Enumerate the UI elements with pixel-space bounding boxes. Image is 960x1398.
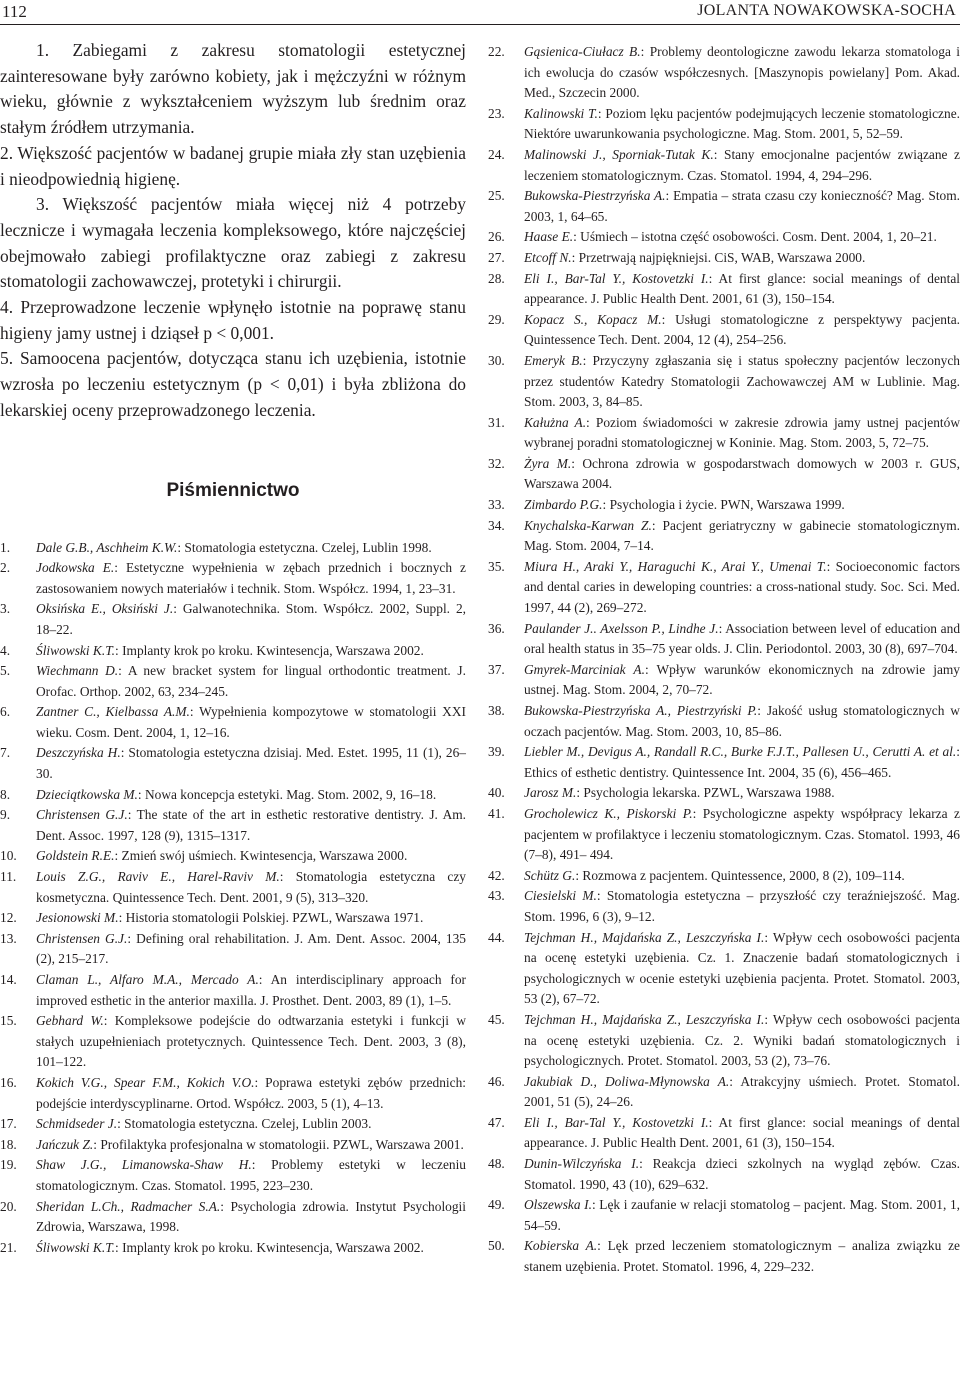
reference-text: : The state of the art in esthetic restorative dentistry. J. Am. Dent. Assoc. 1997, 128 (9), 1315–1317.: [36, 807, 467, 843]
reference-authors: Jakubiak D., Doliwa-Młynowska A.: [524, 1073, 730, 1089]
reference-authors: Etcoff N.: [524, 249, 572, 265]
reference-authors: Dunin-Wilczyńska I.: [524, 1156, 640, 1172]
reference-text: : Historia stomatologii Polskiej. PZWL, Warszawa 1971.: [118, 910, 424, 926]
reference-item: [0, 1197, 466, 1238]
reference-text: : Pacjent geriatryczny w gabinecie stomatologicznym. Mag. Stom. 2004, 7–14.: [524, 517, 960, 554]
reference-item: [488, 145, 960, 186]
reference-number: 30.: [488, 352, 505, 368]
reference-number: 39.: [488, 744, 505, 760]
reference-authors: Jarosz M.: [524, 785, 577, 801]
reference-text: : Rozmowa z pacjentem. Quintessence, 2000, 8 (2), 109–114.: [575, 867, 905, 883]
reference-item: [488, 742, 960, 783]
reference-item: [0, 1073, 466, 1114]
reference-item: [488, 886, 960, 927]
reference-number: 25.: [488, 188, 505, 204]
reference-text: : A new bracket system for lingual orthodontic treatment. J. Orofac. Orthop. 2002, 63, 234–245.: [36, 663, 466, 699]
reference-text: : Jakość usług stomatologicznych w oczach pacjentów. Mag. Stom. 2003, 10, 85–86.: [524, 703, 960, 739]
reference-number: 4.: [0, 642, 11, 658]
conclusions: [0, 38, 466, 424]
reference-text: : Stomatologia estetyczna. Czelej, Lublin 1998.: [177, 539, 432, 555]
reference-text: : Reakcja dzieci szkolnych na wygląd zębów. Czas. Stomatol. 1990, 43 (10), 629–632.: [524, 1156, 960, 1192]
reference-number: 50.: [488, 1238, 505, 1254]
references-list-left: [0, 538, 466, 1259]
reference-authors: Schütz G.: [524, 867, 576, 883]
reference-text: : Wypełnienia kompozytowe w stomatologii XXI wieku. Cosm. Dent. 2004, 1, 12–16.: [36, 704, 466, 740]
reference-number: 16.: [0, 1074, 17, 1090]
reference-authors: Dale G.B., Aschheim K.W.: [36, 539, 178, 555]
reference-item: [488, 866, 960, 887]
reference-authors: Emeryk B.: [524, 352, 583, 368]
reference-item: [0, 1238, 466, 1259]
reference-number: 2.: [0, 560, 11, 576]
reference-authors: Christensen G.J.: [36, 930, 128, 946]
conclusion-5: 5. Samoocena pacjentów, dotycząca stanu ich uzębienia, istotnie wzrosła po leczeniu estetycznym (p < 0,01) i była zbliżona do lekarskiej oceny przeprowadzonego leczenia.: [0, 348, 466, 420]
reference-number: 45.: [488, 1011, 505, 1027]
reference-number: 40.: [488, 785, 505, 801]
reference-text: : Wpływ cech osobowości pacjenta na ocenę estetyki uzębienia. Cz. 1. Znaczenie badań stomatologicznych i psychologicznych w ocenie estetyki uzębienia pacjenta. Protet. Stomatol. 2003, 53 (2), 67–72.: [524, 929, 960, 1007]
reference-text: : Kompleksowe podejście do odtwarzania estetyki i funkcji w stałych uzupełnieniach protetycznych. Quintessence Tech. Dent. 2003, 3 (8), 101–122.: [36, 1013, 466, 1070]
reference-item: [488, 454, 960, 495]
reference-number: 38.: [488, 703, 505, 718]
reference-item: [488, 1010, 960, 1072]
reference-item: [488, 413, 960, 454]
reference-text: : Problemy deontologiczne zawodu lekarza stomatologa i ich ewolucja do czasów współczesnych. [Maszynopis powielany] Pom. Akad. Med., Szczecin 2000.: [524, 44, 960, 101]
reference-text: : Ochrona zdrowia w gospodarstwach domowych w 2003 r. GUS, Warszawa 2004.: [524, 455, 960, 492]
reference-number: 48.: [488, 1156, 505, 1172]
reference-item: [0, 1135, 466, 1156]
reference-number: 5.: [0, 663, 11, 679]
reference-authors: Liebler M., Devigus A., Randall R.C., Burke F.J.T., Pallesen U., Cerutti A. et al.: [524, 744, 957, 760]
reference-item: [488, 186, 960, 227]
reference-authors: Grocholewicz K., Piskorski P.: [524, 805, 693, 821]
reference-authors: Louis Z.G., Raviv E., Harel-Raviv M.: [36, 869, 280, 885]
reference-authors: Żyra M.: [524, 455, 572, 471]
reference-text: : Implanty krok po kroku. Kwintesencja, Warszawa 2002.: [115, 642, 424, 658]
reference-number: 36.: [488, 620, 505, 636]
page-number: 112: [2, 2, 27, 21]
reference-authors: Paulander J.. Axelsson P., Lindhe J.: [524, 620, 719, 636]
conclusion-1: 1. Zabiegami z zakresu stomatologii estetycznej zainteresowane były zarówno kobiety, jak i mężczyźni w różnym wieku, głównie z wykształceniem wyższym lub średnim oraz stałym źródłem utrzymania.: [0, 40, 466, 138]
reference-text: : Ethics of esthetic dentistry. Quintessence Int. 2004, 35 (6), 456–465.: [524, 744, 960, 780]
right-column: [488, 42, 960, 1278]
reference-text: : Poziom lęku pacjentów podejmujących leczenie stomatologiczne. Niektóre uwarunkowania psychologiczne. Mag. Stom. 2001, 5, 52–59.: [524, 105, 960, 142]
reference-text: : Stomatologia estetyczna – przyszłość czy teraźniejszość. Mag. Stom. 1996, 6 (3), 9–12.: [524, 888, 960, 924]
reference-text: : Lęk i zaufanie w relacji stomatolog – pacjent. Mag. Stom. 2001, 1, 54–59.: [524, 1197, 960, 1233]
reference-text: : Socioeconomic factors and dental caries in deweloping countries: a cross-national study. Soc. Sci. Med. 1997, 44 (2), 269–272.: [524, 558, 960, 616]
reference-item: [488, 269, 960, 310]
left-column: [0, 38, 466, 1258]
reference-authors: Tejchman H., Majdańska Z., Leszczyńska I.: [524, 929, 765, 945]
reference-number: 17.: [0, 1116, 17, 1132]
conclusion-3: 3. Większość pacjentów miała więcej niż 4 potrzeby lecznicze i wymagała leczenia kompleksowego, które najczęściej obejmowało zabiegi profilaktyczne oraz zabiegi z zakresu stomatologii zachowawczej, protetyki i chirurgii.: [0, 194, 466, 292]
reference-item: [488, 42, 960, 104]
reference-item: [488, 783, 960, 804]
reference-item: [488, 495, 960, 516]
reference-authors: Olszewska I.: [524, 1197, 592, 1213]
reference-text: : Stany emocjonalne pacjentów związane z leczeniem stomatologicznym. Czas. Stomatol. 1994, 4, 294–296.: [524, 146, 960, 183]
reference-number: 43.: [488, 888, 505, 904]
reference-item: [488, 1154, 960, 1195]
reference-text: : At first glance: social meanings of dental appearance. J. Public Health Dent. 2001, 61 (3), 150–154.: [524, 1114, 960, 1151]
conclusion-2: 2. Większość pacjentów w badanej grupie miała zły stan uzębienia i nieodpowiednią higienę.: [0, 142, 466, 189]
reference-item: [0, 641, 466, 662]
reference-text: : Psychologia lekarska. PZWL, Warszawa 1988.: [576, 785, 835, 801]
running-head: JOLANTA NOWAKOWSKA-SOCHA: [697, 2, 956, 19]
reference-number: 13.: [0, 930, 17, 946]
reference-authors: Kopacz S., Kopacz M.: [524, 311, 662, 327]
reference-item: [0, 743, 466, 784]
reference-text: : Galwanotechnika. Stom. Współcz. 2002, Suppl. 2, 18–22.: [36, 601, 467, 637]
header-rule: [0, 24, 960, 25]
reference-authors: Zantner C., Kielbassa A.M.: [36, 704, 190, 720]
reference-item: [488, 1113, 960, 1154]
reference-number: 42.: [488, 867, 505, 883]
reference-text: : Empatia – strata czasu czy konieczność? Mag. Stom. 2003, 1, 64–65.: [524, 188, 960, 224]
reference-authors: Claman L., Alfaro M.A., Mercado A.: [36, 972, 259, 988]
reference-item: [488, 1236, 960, 1277]
reference-text: : Psychologiczne aspekty współpracy lekarza z pacjentem w profilaktyce i leczeniu stomatologicznym. Czas. Stomatol. 1993, 46 (7–8), 491– 494.: [524, 805, 960, 863]
reference-item: [0, 538, 466, 559]
reference-authors: Gmyrek-Marciniak A.: [524, 661, 645, 677]
reference-authors: Goldstein R.E.: [36, 848, 115, 864]
reference-item: [488, 516, 960, 557]
reference-item: [0, 1114, 466, 1135]
reference-number: 34.: [488, 517, 505, 533]
reference-text: : Wpływ cech osobowości pacjenta na ocenę estetyki uzębienia. Cz. 2. Wyniki badań stomatologicznych i psychologicznych. Protet. Stomatol. 2003, 53 (2), 73–76.: [524, 1011, 960, 1069]
reference-number: 27.: [488, 249, 505, 265]
reference-number: 23.: [488, 105, 505, 121]
reference-text: : Psychologia zdrowia. Instytut Psychologii Zdrowia, Warszawa, 1998.: [36, 1198, 466, 1235]
reference-text: : An interdisciplinary approach for improved esthetic in the anterior maxilla. J. Prosthet. Dent. 2003, 89 (1), 1–5.: [36, 972, 466, 1008]
reference-item: [488, 310, 960, 351]
reference-item: [488, 104, 960, 145]
reference-authors: Zimbardo P.G.: [524, 497, 603, 513]
reference-authors: Kałużna A.: [524, 414, 587, 430]
reference-authors: Deszczyńska H.: [36, 745, 121, 761]
reference-item: [488, 619, 960, 660]
reference-number: 28.: [488, 270, 505, 286]
reference-text: : Lęk przed leczeniem stomatologicznym – analiza związku ze stanem uzębienia. Protet. Stomatol. 1996, 4, 229–232.: [524, 1238, 960, 1275]
reference-number: 33.: [488, 497, 505, 513]
reference-item: [488, 227, 960, 248]
reference-text: : Implanty krok po kroku. Kwintesencja, Warszawa 2002.: [115, 1239, 424, 1255]
reference-text: : Profilaktyka profesjonalna w stomatologii. PZWL, Warszawa 2001.: [93, 1136, 464, 1152]
reference-number: 19.: [0, 1157, 17, 1173]
reference-item: [488, 701, 960, 742]
reference-authors: Schmidseder J.: [36, 1116, 118, 1132]
reference-item: [488, 804, 960, 866]
reference-number: 12.: [0, 910, 17, 926]
reference-text: : Przyczyny zgłaszania się i status społeczny pacjentów leczonych przez studentów Katedry Stomatologii Zachowawczej AM w Lublinie. Mag. Stom. 2003, 3, 84–85.: [524, 352, 960, 410]
reference-number: 46.: [488, 1073, 505, 1089]
reference-text: : Stomatologia estetyczna. Czelej, Lublin 2003.: [117, 1116, 372, 1132]
reference-item: [0, 929, 466, 970]
reference-authors: Bukowska-Piestrzyńska A.: [524, 188, 666, 204]
reference-number: 41.: [488, 805, 505, 821]
reference-item: [488, 660, 960, 701]
reference-text: : Atrakcyjny uśmiech. Protet. Stomatol. 2001, 51 (5), 24–26.: [524, 1073, 960, 1110]
reference-authors: Knychalska-Karwan Z.: [524, 517, 652, 533]
reference-number: 26.: [488, 229, 505, 245]
reference-item: [0, 1011, 466, 1073]
reference-text: : Usługi stomatologiczne z perspektywy pacjenta. Quintessence Tech. Dent. 2004, 12 (4), 254–256.: [524, 311, 960, 348]
conclusion-4: 4. Przeprowadzone leczenie wpłynęło istotnie na poprawę stanu higieny jamy ustnej i dziąseł p < 0,001.: [0, 297, 466, 343]
reference-authors: Shaw J.G., Limanowska-Shaw H.: [36, 1157, 252, 1173]
reference-number: 14.: [0, 972, 17, 988]
reference-authors: Eli I., Bar-Tal Y., Kostovetzki I.: [524, 270, 709, 286]
reference-authors: Bukowska-Piestrzyńska A., Piestrzyński P.: [524, 703, 758, 718]
reference-number: 31.: [488, 414, 505, 430]
reference-number: 9.: [0, 807, 11, 823]
reference-authors: Malinowski J., Sporniak-Tutak K.: [524, 146, 714, 162]
reference-item: [488, 557, 960, 619]
reference-number: 10.: [0, 848, 17, 864]
reference-number: 47.: [488, 1114, 505, 1130]
reference-authors: Kobierska A.: [524, 1238, 598, 1254]
reference-item: [0, 805, 466, 846]
reference-authors: Christensen G.J.: [36, 807, 128, 823]
reference-item: [0, 1155, 466, 1196]
reference-number: 20.: [0, 1198, 17, 1214]
reference-authors: Haase E.: [524, 229, 574, 245]
references-heading: Piśmiennictwo: [166, 479, 300, 501]
reference-authors: Gebhard W.: [36, 1013, 104, 1029]
reference-item: [0, 908, 466, 929]
reference-text: : Psychologia i życie. PWN, Warszawa 1999.: [602, 497, 845, 513]
reference-text: : Stomatologia estetyczna czy kosmetyczna. Quintessence Tech. Dent. 2001, 9 (5), 313–320.: [36, 869, 466, 905]
reference-authors: Wiechmann D.: [36, 663, 119, 679]
reference-text: : Uśmiech – istotna część osobowości. Cosm. Dent. 2004, 1, 20–21.: [573, 229, 937, 245]
reference-authors: Gąsienica-Ciułacz B.: [524, 44, 641, 59]
reference-number: 3.: [0, 601, 11, 617]
reference-number: 37.: [488, 661, 505, 677]
reference-number: 11.: [0, 869, 17, 885]
reference-item: [488, 351, 960, 413]
reference-text: : Wpływ warunków ekonomicznych na zdrowie jamy ustnej. Mag. Stom. 2004, 2, 70–72.: [524, 661, 960, 698]
references-list-right: [488, 42, 960, 1278]
reference-number: 35.: [488, 558, 505, 574]
reference-number: 32.: [488, 455, 505, 471]
reference-item: [0, 661, 466, 702]
reference-authors: Śliwowski K.T.: [36, 642, 115, 658]
reference-authors: Ciesielski M.: [524, 888, 597, 904]
reference-text: : Estetyczne wypełnienia w zębach przednich i bocznych z zastosowaniem nowych materiałów i technik. Stom. Współcz. 1994, 1, 23–31.: [36, 560, 466, 596]
reference-number: 8.: [0, 786, 11, 802]
reference-text: : Defining oral rehabilitation. J. Am. Dent. Assoc. 2004, 135 (2), 215–217.: [36, 930, 466, 967]
reference-item: [488, 1072, 960, 1113]
reference-text: : Zmień swój uśmiech. Kwintesencja, Warszawa 2000.: [114, 848, 408, 864]
reference-text: : At first glance: social meanings of dental appearance. J. Public Health Dent. 2001, 61 (3), 150–154.: [524, 270, 960, 307]
reference-authors: Sheridan L.Ch., Radmacher S.A.: [36, 1198, 221, 1214]
reference-authors: Jesionowski M.: [36, 910, 119, 926]
reference-item: [488, 1195, 960, 1236]
reference-item: [0, 970, 466, 1011]
reference-text: : Poziom świadomości w zakresie zdrowia jamy ustnej pacjentów wybranej poradni stomatologicznej w Koninie. Mag. Stom. 2003, 5, 72–75.: [524, 414, 960, 451]
reference-item: [0, 867, 466, 908]
reference-text: : Stomatologia estetyczna dzisiaj. Med. Estet. 1995, 11 (1), 26–30.: [36, 745, 466, 782]
reference-authors: Eli I., Bar-Tal Y., Kostovetzki I.: [524, 1114, 709, 1130]
reference-authors: Miura H., Araki Y., Haraguchi K., Arai Y., Umenai T.: [524, 558, 827, 574]
reference-authors: Tejchman H., Majdańska Z., Leszczyńska I.: [524, 1011, 765, 1027]
reference-item: [488, 928, 960, 1010]
reference-number: 15.: [0, 1013, 17, 1029]
reference-text: : Poprawa estetyki zębów przednich: podejście interdyscyplinarne. Ortod. Współcz. 2003, 5 (1), 4–13.: [36, 1074, 466, 1111]
reference-number: 44.: [488, 929, 505, 945]
page-header: [0, 0, 960, 30]
reference-text: : Association between level of education and oral health status in 35–75 year olds. J. Clin. Periodontol. 2003, 30 (8), 697–704.: [524, 620, 960, 657]
reference-item: [0, 702, 466, 743]
reference-number: 24.: [488, 146, 505, 162]
reference-authors: Kalinowski T.: [524, 105, 598, 121]
reference-item: [0, 785, 466, 806]
reference-authors: Dzieciątkowska M.: [36, 786, 138, 802]
reference-item: [0, 558, 466, 599]
reference-authors: Jodkowska E.: [36, 560, 115, 576]
reference-number: 49.: [488, 1197, 505, 1213]
reference-number: 6.: [0, 704, 11, 720]
reference-number: 1.: [0, 539, 11, 555]
reference-text: : Przetrwają najpiękniejsi. CiS, WAB, Warszawa 2000.: [571, 249, 866, 265]
reference-number: 21.: [0, 1239, 17, 1255]
reference-item: [0, 846, 466, 867]
reference-number: 18.: [0, 1136, 17, 1152]
reference-authors: Kokich V.G., Spear F.M., Kokich V.O.: [36, 1074, 255, 1090]
reference-item: [0, 599, 466, 640]
reference-number: 22.: [488, 44, 505, 59]
reference-number: 29.: [488, 311, 505, 327]
reference-number: 7.: [0, 745, 11, 761]
reference-authors: Jańczuk Z.: [36, 1136, 94, 1152]
reference-authors: Oksińska E., Oksiński J.: [36, 601, 174, 617]
reference-authors: Śliwowski K.T.: [36, 1239, 115, 1255]
reference-text: : Problemy estetyki w leczeniu stomatologicznym. Czas. Stomatol. 1995, 223–230.: [36, 1157, 466, 1193]
reference-item: [488, 248, 960, 269]
reference-text: : Nowa koncepcja estetyki. Mag. Stom. 2002, 9, 16–18.: [137, 786, 437, 802]
